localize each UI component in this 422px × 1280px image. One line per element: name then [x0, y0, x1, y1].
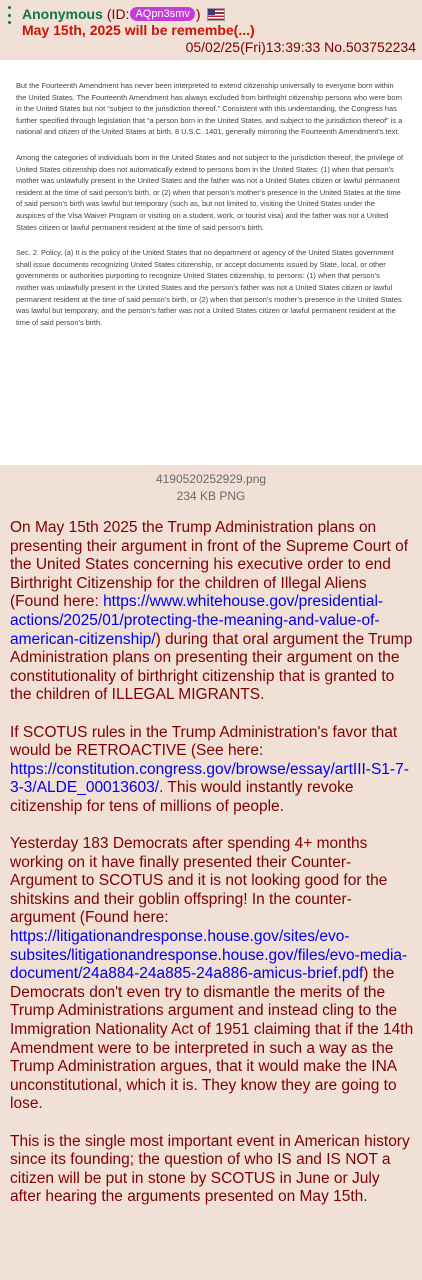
post-header	[0, 0, 422, 60]
poster-id-suffix: )	[195, 6, 201, 22]
post-datetime: 05/02/25(Fri)13:39:33	[185, 39, 321, 55]
poster-line	[22, 5, 225, 23]
comment-paragraph: This is the single most important event in American history since its founding; the question of who IS and IS NOT a citizen will be put in stone by SCOTUS in June or July after hearing the arguments presented on May 15th.	[10, 1132, 410, 1206]
comment-text: Yesterday 183 Democrats after spending 4+ months working on it have finally presented their Counter-Argument to SCOTUS and it is not looking good for the shitskins and their goblin offspring! In the counter-argument (Found here:	[10, 835, 388, 927]
us-flag-icon	[207, 8, 225, 21]
image-paragraph: But the Fourteenth Amendment has never been interpreted to extend citizenship universally to everyone born within the United States. The Fourteenth Amendment has always excluded from birthright citizenship persons who were born in the United States but not “subject to the jurisdiction thereof.” Consistent with this understanding, the Congress has further specified through legislation that “a person born in the United States, and subject to the jurisdiction thereof” is a national and citizen of the United States at birth, 8 U.S.C. 1401, generally mirroring the Fourteenth Amendment’s text.	[16, 81, 403, 137]
poster-id-badge[interactable]: AQpn3smv	[130, 7, 194, 21]
post-menu-icon[interactable]	[6, 6, 12, 24]
file-info	[0, 471, 422, 505]
file-name[interactable]: 4190520252929.png	[155, 472, 267, 486]
comment-text: . This would instantly revoke citizenship for tens of millions of people.	[10, 779, 354, 815]
comment-text: On May 15th 2025 the Trump Administration plans on presenting their argument in front of the Supreme Court of the United States concerning his executive order to end Birthright Citizenship for the children of Illegal Aliens (Found here:	[10, 519, 409, 611]
comment-paragraph	[10, 519, 414, 705]
image-paragraph: Among the categories of individuals born in the United States and not subject to the jurisdiction thereof, the privilege of United States citizenship does not automatically extend to persons born in the United States: (1) when that person’s mother was unlawfully present in the United States and the father was not a United States citizen or lawful permanent resident at the time of said person’s birth, or (2) when that person’s mother’s presence in the United States at the time of said person’s birth was lawful but temporary (such as, but not limited to, visiting the United States under the auspices of the Visa Waiver Program or visiting on a student, work, or tourist visa) and the father was not a United States citizen or lawful permanent resident at the time of said person’s birth.	[16, 152, 404, 232]
comment-text: ) during that oral argument the Trump Administration plans on presenting their argument on the constitutionality of birthright citizenship that is granted to the children of ILLEGAL MIGRANTS.	[10, 630, 413, 704]
image-paragraph: Sec. 2. Policy. (a) It is the policy of the United States that no department or agency of the United States government shall issue documents recognizing United States citizenship, or accept documents issued by State, local, or other governments or authorities purporting to recognize United States citizenship, to persons: (1) when that person’s mother was unlawfully present in the United States and the person’s father was not a United States citizen or lawful permanent resident at the time of said person’s birth, or (2) when that person’s mother’s presence in the United States was lawful but temporary, and the person’s father was not a United States citizen or lawful permanent resident at the time of said person’s birth.	[16, 248, 402, 327]
comment-text: If SCOTUS rules in the Trump Administration's favor that would be RETROACTIVE (See here:	[10, 723, 398, 760]
house-brief-link[interactable]: https://litigationandresponse.house.gov/sites/evo-subsites/litigationandresponse.house.gov/files/evo-media-document/24a884-24a885-24a886-amicus-brief.pdf	[10, 928, 408, 983]
poster-id-prefix: (ID:	[106, 6, 130, 22]
post-datetime-line	[186, 39, 416, 55]
post-subject: May 15th, 2025 will be remembe(...)	[22, 22, 255, 38]
comment-paragraph	[10, 724, 414, 817]
poster-name: Anonymous	[22, 6, 103, 22]
post-comment	[10, 519, 414, 1226]
attached-image[interactable]	[0, 60, 422, 465]
file-meta: 234 KB PNG	[176, 489, 246, 503]
comment-paragraph	[10, 835, 414, 1114]
post-number[interactable]: No.503752234	[324, 39, 416, 55]
comment-text: ) the Democrats don't even try to dismantle the merits of the Trump Administrations argument and instead cling to the Immigration Nationality Act of 1951 claiming that if the 14th Amendment were to be interpreted in such a way as the Trump Administration argues, that it would make the INA unconstitutional, which it is. They know they are going to lose.	[10, 965, 414, 1113]
congress-link[interactable]: https://constitution.congress.gov/browse/essay/artIII-S1-7-3-3/ALDE_00013603/	[10, 760, 409, 797]
whitehouse-link[interactable]: https://www.whitehouse.gov/presidential-actions/2025/01/protecting-the-meaning-and-value-of-american-citizenship/	[10, 593, 384, 648]
